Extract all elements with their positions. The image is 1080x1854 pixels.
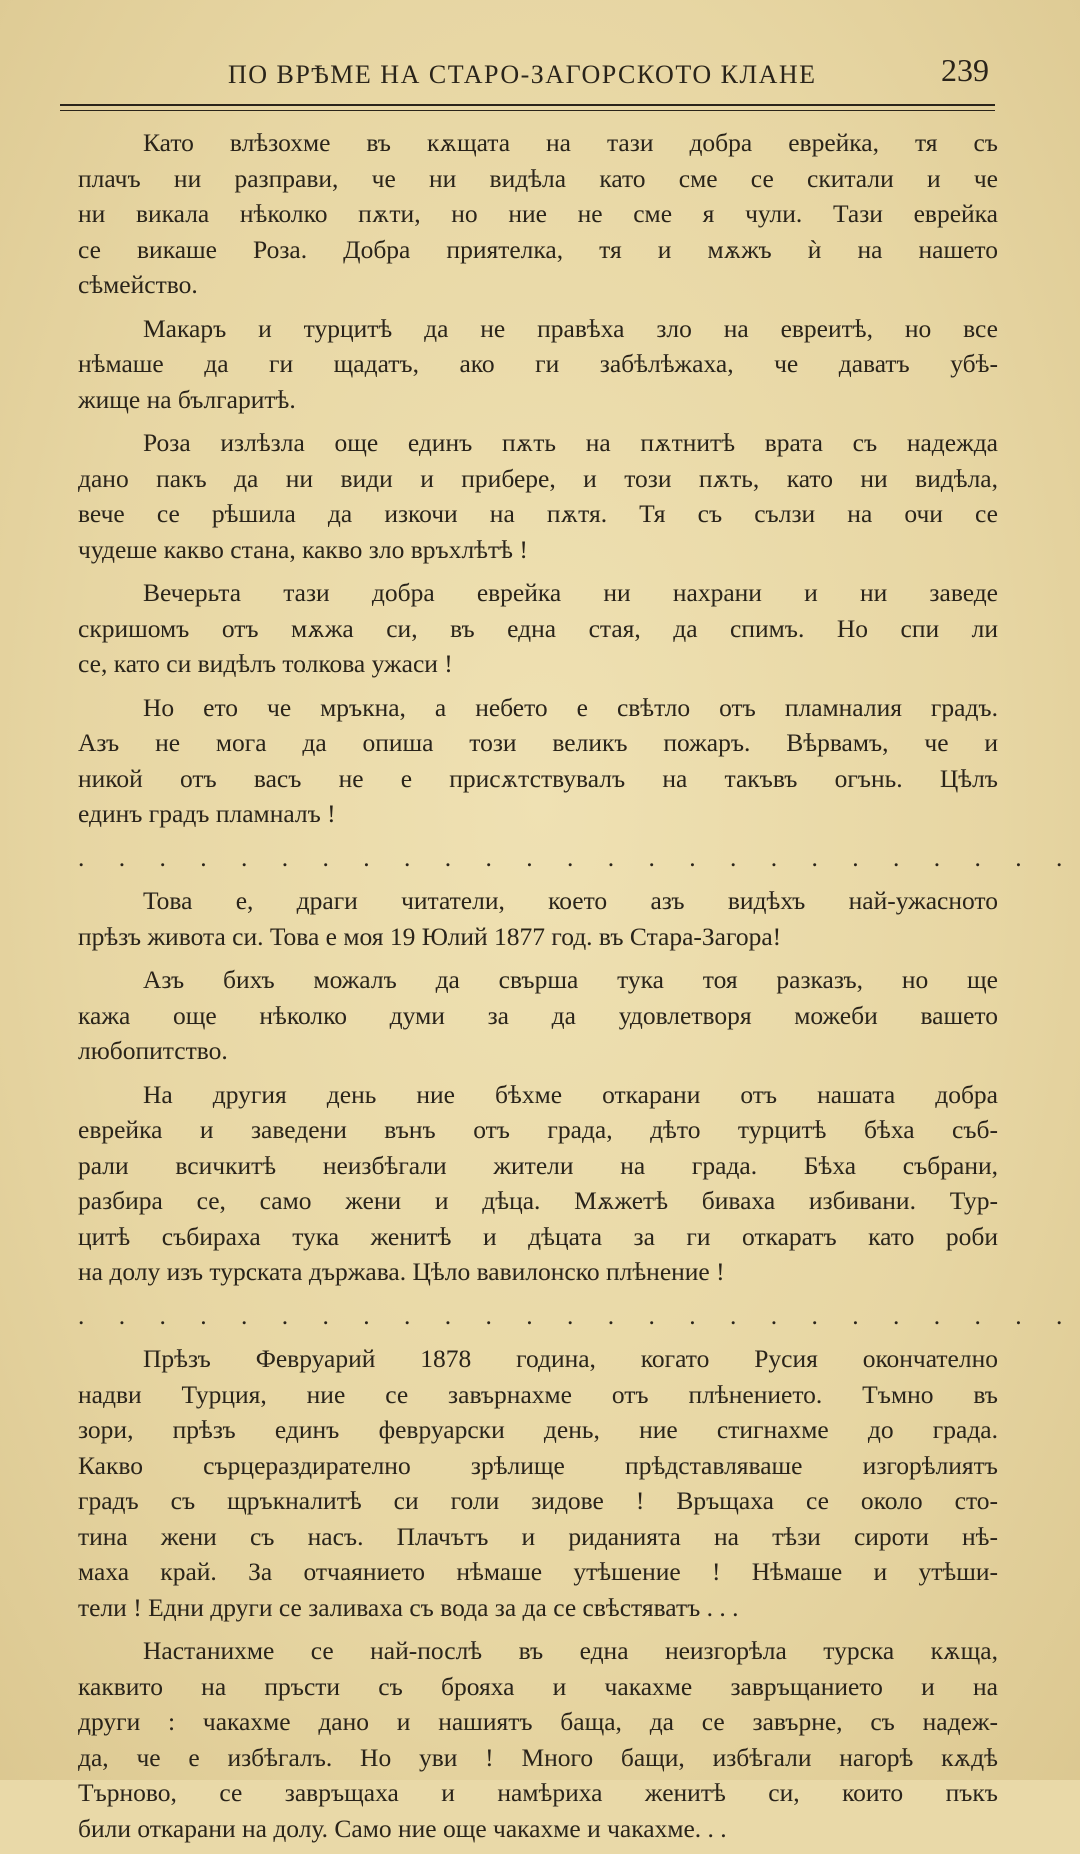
text-line: Азъ не мога да опиша този великъ пожаръ. Вѣрвамъ, че и <box>78 728 998 757</box>
text-line: На другия день ние бѣхме откарани отъ нашата добра <box>143 1079 998 1109</box>
text-line: надви Турция, ние се завърнахме отъ плѣнението. Тъмно въ <box>78 1379 998 1409</box>
paragraph <box>78 690 998 832</box>
paragraph <box>78 425 998 567</box>
text-line: жище на българитѣ. <box>78 384 296 414</box>
text-line: разбира се, само жени и дѣца. Мѫжетѣ биваха избивани. Тур- <box>78 1186 998 1215</box>
running-title: ПО ВРѢМЕ НА СТАРО-ЗАГОРСКОТО КЛАНЕ <box>228 60 817 89</box>
paragraph <box>78 962 998 1069</box>
text-line: любопитство. <box>78 1036 228 1065</box>
text-line: градъ съ щръкналитѣ си голи зидове ! Връщаха се около сто- <box>78 1486 998 1515</box>
text-line: Настанихме се най-послѣ въ една неизгорѣла турска кѫща, <box>143 1636 998 1665</box>
text-line: се, като си видѣлъ толкова ужаси ! <box>78 649 453 678</box>
page-header <box>60 38 995 98</box>
paragraph <box>78 575 998 682</box>
text-line: ни викала нѣколко пѫти, но ние не сме я чули. Тази еврейка <box>78 199 998 228</box>
page-number: 239 <box>941 52 989 88</box>
text-line: Прѣзъ Февруарий 1878 година, когато Русия окончателно <box>143 1344 998 1373</box>
text-line: каквито на пръсти съ брояха и чакахме завръщанието и на <box>78 1671 998 1701</box>
text-line: плачъ ни разправи, че ни видѣла като сме се скитали и че <box>78 163 998 193</box>
paragraph <box>78 1341 998 1625</box>
text-line: да, че е избѣгалъ. Но уви ! Много бащи, избѣгали нагорѣ кѫдѣ <box>78 1742 998 1772</box>
text-line: скришомъ отъ мѫжа си, въ една стая, да спимъ. Но спи ли <box>78 613 998 643</box>
header-rule <box>60 104 995 106</box>
text-line: сѣмейство. <box>78 270 198 299</box>
text-line: Вечерьта тази добра еврейка ни нахрани и ни заведе <box>143 578 998 607</box>
text-line: кажа още нѣколко думи за да удовлетворя можеби вашето <box>78 1000 998 1030</box>
text-line: единъ градъ пламналъ ! <box>78 799 336 828</box>
text-line: вече се рѣшила да изкочи на пѫтя. Тя съ сълзи на очи се <box>78 499 998 528</box>
text-line: други : чакахме дано и нашиятъ баща, да се завърне, съ надеж- <box>78 1707 998 1736</box>
text-line: чудеше какво стана, какво зло връхлѣтѣ ! <box>78 534 528 564</box>
paragraph <box>78 1633 998 1846</box>
text-line: Търново, се завръщаха и намѣриха женитѣ си, които пъкъ <box>78 1778 998 1807</box>
header-rule-thin <box>60 110 995 111</box>
text-line: тина жени съ насъ. Плачътъ и риданията на тѣзи сироти нѣ- <box>78 1521 998 1551</box>
text-line: Азъ бихъ можалъ да свърша тука тоя разказъ, но ще <box>143 965 998 994</box>
body-text <box>78 125 1077 1854</box>
text-line: Това е, драги читатели, което азъ видѣхъ най-ужасното <box>143 886 998 915</box>
text-line: прѣзъ живота си. Това е моя 19 Юлий 1877 год. въ Стара-Загора! <box>78 921 782 951</box>
text-line: Макаръ и турцитѣ да не правѣха зло на евреитѣ, но все <box>143 313 998 343</box>
text-line: маха край. За отчаянието нѣмаше утѣшение ! Нѣмаше и утѣши- <box>78 1557 998 1586</box>
text-line: тели ! Едни други се заливаха съ вода за да се свѣстяватъ . . . <box>78 1592 739 1622</box>
paragraph <box>78 125 998 303</box>
text-line: на долу изъ турската държава. Цѣло вавилонско плѣнение ! <box>78 1257 725 1286</box>
text-line: Като влѣзохме въ кѫщата на тази добра еврейка, тя съ <box>143 128 998 157</box>
text-line: дано пакъ да ни види и прибере, и този пѫть, като ни видѣла, <box>78 463 998 493</box>
paragraph <box>78 1077 998 1290</box>
paragraph <box>78 883 998 954</box>
ellipsis-separator: . . . . . . . . . . . . . . . . . . . . . . . . . <box>78 842 1077 872</box>
text-line: се викаше Роза. Добра приятелка, тя и мѫжъ ѝ на нашето <box>78 234 998 264</box>
text-line: зори, прѣзъ единъ февруарски день, ние стигнахме до града. <box>78 1415 998 1444</box>
text-line: нѣмаше да ги щадатъ, ако ги забѣлѣжаха, че даватъ убѣ- <box>78 349 998 378</box>
text-line: били откарани на долу. Само ние още чакахме и чакахме. . . <box>78 1813 727 1843</box>
text-line: Какво сърцераздирателно зрѣлище прѣдставляваше изгорѣлиятъ <box>78 1450 998 1480</box>
text-line: Роза излѣзла още единъ пѫть на пѫтнитѣ врата съ надежда <box>143 428 998 457</box>
paragraph <box>78 311 998 418</box>
text-line: цитѣ събираха тука женитѣ и дѣцата за ги откаратъ като роби <box>78 1221 998 1251</box>
text-line: никой отъ васъ не е присѫтствувалъ на такъвъ огънь. Цѣлъ <box>78 763 998 793</box>
text-line: рали всичкитѣ неизбѣгали жители на града. Бѣха събрани, <box>78 1150 998 1180</box>
text-line: Но ето че мръкна, а небето е свѣтло отъ пламналия градъ. <box>143 692 998 722</box>
ellipsis-separator: . . . . . . . . . . . . . . . . . . . . . . . . . <box>78 1300 1077 1330</box>
text-line: еврейка и заведени вънъ отъ града, дѣто турцитѣ бѣха съб- <box>78 1115 998 1144</box>
